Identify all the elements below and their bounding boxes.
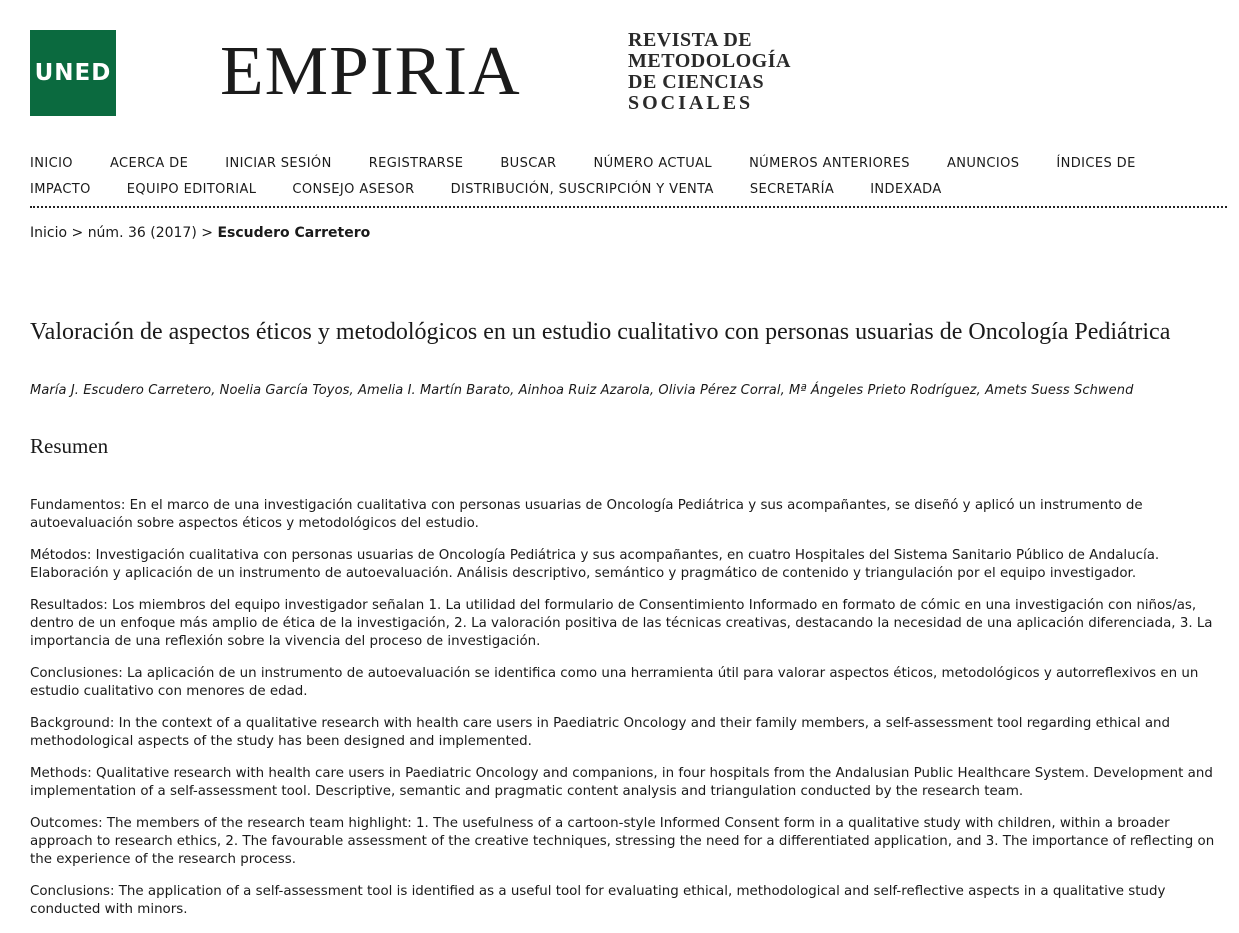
nav-item-indices-de-impacto-cont[interactable]: IMPACTO xyxy=(30,181,91,197)
nav-item-anuncios[interactable]: ANUNCIOS xyxy=(946,155,1020,171)
breadcrumb-current[interactable]: Escudero Carretero xyxy=(217,225,371,241)
journal-subtitle-line: DE CIENCIAS xyxy=(628,71,765,93)
journal-subtitle-line: SOCIALES xyxy=(628,92,754,114)
nav-divider xyxy=(30,206,1227,208)
nav-item-acerca-de[interactable]: ACERCA DE xyxy=(109,155,189,171)
abstract-paragraph: Methods: Qualitative research with health care users in Paediatric Oncology and companions, in four hospitals from the Andalusian Public Healthcare System. Development and implementation of a self-assessment tool. Descriptive, semantic and pragmatic content analysis and triangulation conducted by the research team. xyxy=(30,766,1213,799)
site-header xyxy=(0,0,1239,140)
journal-subtitle-line: REVISTA DE xyxy=(628,29,753,51)
breadcrumb-home[interactable]: Inicio xyxy=(30,225,68,241)
nav-item-iniciar-sesion[interactable]: INICIAR SESIÓN xyxy=(225,155,332,171)
abstract-body xyxy=(30,497,1228,933)
nav-item-buscar[interactable]: BUSCAR xyxy=(500,155,557,171)
nav-item-numeros-anteriores[interactable]: NÚMEROS ANTERIORES xyxy=(749,155,910,171)
uned-logo[interactable] xyxy=(30,30,116,116)
main-navigation xyxy=(30,150,1229,202)
abstract-paragraph: Outcomes: The members of the research team highlight: 1. The usefulness of a cartoon-style Informed Consent form in a qualitative study with children, within a broader approach to research ethics, 2. The favourable assessment of the creative techniques, stressing the need for a differentiated application, and 3. The importance of reflecting on the experience of the research process. xyxy=(30,816,1215,867)
nav-item-distribucion[interactable]: DISTRIBUCIÓN, SUSCRIPCIÓN Y VENTA xyxy=(450,181,714,197)
nav-item-equipo-editorial[interactable]: EQUIPO EDITORIAL xyxy=(126,181,257,197)
article-title: Valoración de aspectos éticos y metodológicos en un estudio cualitativo con personas usuarias de Oncología Pediátrica xyxy=(30,319,1171,345)
empiria-logo[interactable]: EMPIRIA xyxy=(220,33,521,110)
uned-logo-text: UNED xyxy=(34,60,112,86)
nav-item-secretaria[interactable]: SECRETARÍA xyxy=(749,181,835,197)
abstract-paragraph: Conclusions: The application of a self-assessment tool is identified as a useful tool for evaluating ethical, methodological and self-reflective aspects in a qualitative study conducted with minors. xyxy=(30,884,1166,917)
nav-item-indexada[interactable]: INDEXADA xyxy=(870,181,942,197)
nav-item-registrarse[interactable]: REGISTRARSE xyxy=(368,155,464,171)
article-authors: María J. Escudero Carretero, Noelia García Toyos, Amelia I. Martín Barato, Ainhoa Ruiz Azarola, Olivia Pérez Corral, Mª Ángeles Prieto Rodríguez, Amets Suess Schwend xyxy=(30,383,1134,398)
breadcrumb-issue[interactable]: núm. 36 (2017) xyxy=(87,225,197,241)
nav-item-consejo-asesor[interactable]: CONSEJO ASESOR xyxy=(292,181,415,197)
abstract-paragraph: Métodos: Investigación cualitativa con personas usuarias de Oncología Pediátrica y sus acompañantes, en cuatro Hospitales del Sistema Sanitario Público de Andalucía. Elaboración y aplicación de un instrumento de autoevaluación. Análisis descriptivo, semántico y pragmático de contenido y triangulación por el equipo investigador. xyxy=(30,548,1160,581)
abstract-paragraph: Fundamentos: En el marco de una investigación cualitativa con personas usuarias de Oncología Pediátrica y sus acompañantes, se diseñó y aplicó un instrumento de autoevaluación sobre aspectos éticos y metodológicos del estudio. xyxy=(30,498,1143,531)
journal-subtitle-line: METODOLOGÍA xyxy=(628,50,791,72)
nav-item-numero-actual[interactable]: NÚMERO ACTUAL xyxy=(593,155,713,171)
breadcrumb xyxy=(30,225,370,241)
journal-subtitle-logo xyxy=(628,29,791,114)
abstract-heading: Resumen xyxy=(30,434,109,458)
nav-row-2 xyxy=(30,176,1229,202)
nav-item-indices-de-impacto[interactable]: ÍNDICES DE xyxy=(1056,155,1136,171)
nav-row-1 xyxy=(30,150,1229,176)
nav-item-inicio[interactable]: INICIO xyxy=(30,155,73,171)
breadcrumb-separator: > xyxy=(201,225,213,241)
abstract-paragraph: Background: In the context of a qualitative research with health care users in Paediatric Oncology and their family members, a self-assessment tool regarding ethical and methodological aspects of the study has been designed and implemented. xyxy=(30,716,1171,749)
abstract-paragraph: Resultados: Los miembros del equipo investigador señalan 1. La utilidad del formulario de Consentimiento Informado en formato de cómic en una investigación con niños/as, dentro de un enfoque más amplio de ética de la investigación, 2. La valoración positiva de las técnicas creativas, destacando la necesidad de una aplicación diferenciada, 3. La importancia de una reflexión sobre la vivencia del proceso de investigación. xyxy=(30,598,1213,649)
abstract-paragraph: Conclusiones: La aplicación de un instrumento de autoevaluación se identifica como una herramienta útil para valorar aspectos éticos, metodológicos y autorreflexivos en un estudio cualitativo con menores de edad. xyxy=(30,666,1199,699)
breadcrumb-separator: > xyxy=(71,225,84,241)
